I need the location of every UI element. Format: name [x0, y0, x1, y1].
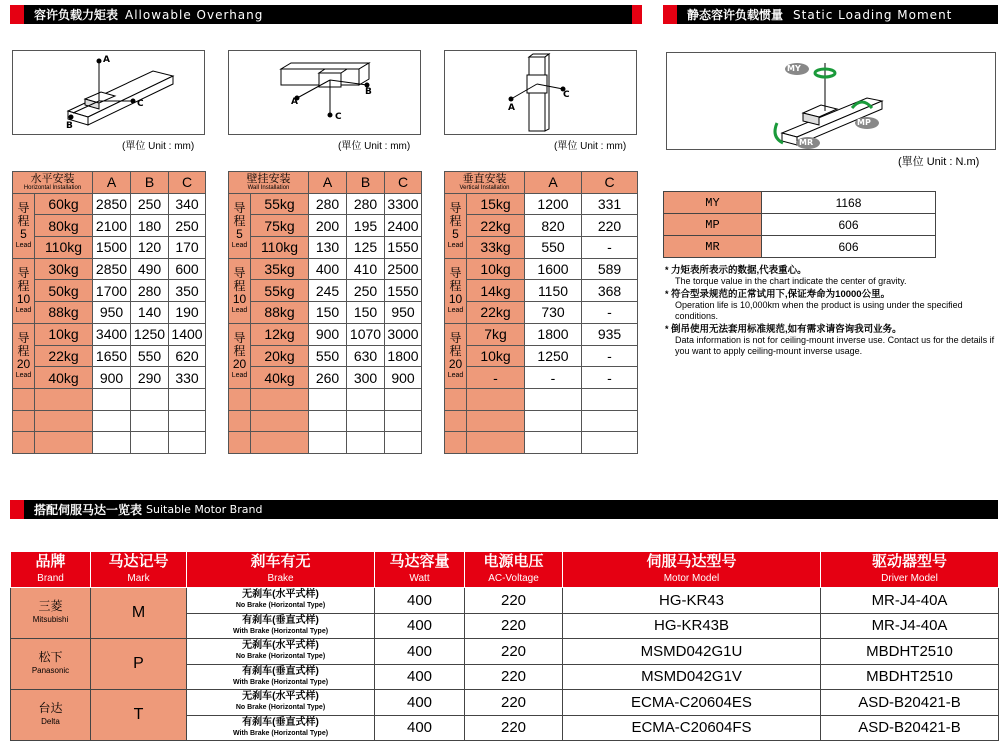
value-cell: 2400 — [385, 215, 422, 237]
watt-cell: 400 — [375, 613, 465, 639]
motor-cell: MSMD042G1V — [563, 664, 821, 690]
value-cell: - — [582, 345, 638, 367]
load-cell: 33kg — [467, 237, 525, 259]
table-row — [445, 280, 638, 302]
table-row — [13, 237, 206, 259]
motor-column-header: 伺服马达型号 Motor Model — [563, 552, 821, 588]
mount-header: 壁挂安装 Wall Installation — [229, 172, 309, 194]
motor-cell: ECMA-C20604FS — [563, 715, 821, 741]
value-cell: 900 — [93, 367, 131, 389]
motor-cell: MSMD042G1U — [563, 639, 821, 665]
value-cell: 2850 — [93, 258, 131, 280]
value-cell: 280 — [309, 193, 347, 215]
value-cell: 280 — [131, 280, 169, 302]
horizontal-unit: (單位 Unit : mm) — [122, 141, 195, 152]
value-cell: 950 — [385, 302, 422, 324]
table-row — [445, 258, 638, 280]
table-row — [13, 215, 206, 237]
value-cell: 900 — [385, 367, 422, 389]
brand-cell: 松下 Panasonic — [11, 639, 91, 690]
mount-header: 水平安装 Horizontal Installation — [13, 172, 93, 194]
driver-cell: MBDHT2510 — [821, 639, 999, 665]
load-cell: 60kg — [35, 193, 93, 215]
lead-group: 导程20 Lead — [229, 323, 251, 388]
empty-row — [13, 410, 206, 432]
brake-cell: 有刹车(垂直式样) With Brake (Horizontal Type) — [187, 664, 375, 690]
value-cell: 935 — [582, 323, 638, 345]
value-cell: 195 — [347, 215, 385, 237]
table-row — [11, 690, 999, 716]
volt-cell: 220 — [465, 715, 563, 741]
value-cell: 620 — [169, 345, 206, 367]
volt-cell: 220 — [465, 588, 563, 614]
mark-cell: T — [91, 690, 187, 741]
value-cell: 350 — [169, 280, 206, 302]
overhang-title-zh: 容许负载力矩表 — [34, 8, 119, 22]
load-cell: 22kg — [467, 302, 525, 324]
note-item: * 力矩表所表示的数据,代表重心。 The torque value in the chart indicate the center of gravity. — [665, 265, 995, 287]
note-zh: 符合型录规范的正常试用下,保证寿命为10000公里。 — [671, 289, 891, 300]
static-value: 606 — [762, 214, 936, 236]
column-header: A — [309, 172, 347, 194]
table-row — [11, 588, 999, 614]
load-cell: 110kg — [35, 237, 93, 259]
value-cell: 2500 — [385, 258, 422, 280]
value-cell: 1800 — [385, 345, 422, 367]
empty-row — [229, 410, 422, 432]
table-row — [13, 280, 206, 302]
value-cell: 368 — [582, 280, 638, 302]
value-cell: 1600 — [525, 258, 582, 280]
value-cell: 190 — [169, 302, 206, 324]
value-cell: 400 — [309, 258, 347, 280]
value-cell: 410 — [347, 258, 385, 280]
lead-group: 导程10 Lead — [229, 258, 251, 323]
value-cell: 200 — [309, 215, 347, 237]
wall-unit: (單位 Unit : mm) — [338, 141, 411, 152]
table-row — [229, 323, 422, 345]
lead-label: 导程10 — [16, 265, 31, 306]
brake-cell: 无刹车(水平式样) No Brake (Horizontal Type) — [187, 690, 375, 716]
volt-cell: 220 — [465, 639, 563, 665]
table-row — [13, 345, 206, 367]
motor-title-zh: 搭配伺服马达一览表 — [34, 503, 143, 517]
static-value: 1168 — [762, 192, 936, 214]
table-row — [229, 302, 422, 324]
static-title-en: Static Loading Moment — [793, 7, 953, 22]
lead-group: 导程10 Lead — [13, 258, 35, 323]
static-title-zh: 静态容许负载惯量 — [687, 8, 784, 22]
static-key: MP — [664, 214, 762, 236]
note-item: * 倒吊使用无法套用标准规范,如有需求请咨询我司业务。 Data information is not for ceiling-mount inverse use. Contact us for the details if you want to apply ceiling-mount inverse usage. — [665, 324, 995, 356]
column-header: C — [385, 172, 422, 194]
empty-row — [229, 388, 422, 410]
note-en: Operation life is 10,000km when the product is using under the specified conditions. — [675, 300, 963, 321]
load-cell: 55kg — [251, 193, 309, 215]
note-zh: 力矩表所表示的数据,代表重心。 — [671, 265, 807, 276]
overhang-title-en: Allowable Overhang — [125, 7, 264, 22]
load-cell: 10kg — [467, 258, 525, 280]
wall-rail-illustration — [229, 51, 422, 136]
volt-cell: 220 — [465, 690, 563, 716]
value-cell: 1400 — [169, 323, 206, 345]
value-cell: 1200 — [525, 193, 582, 215]
table-row — [445, 193, 638, 215]
value-cell: 330 — [169, 367, 206, 389]
table-row — [13, 323, 206, 345]
static-key: MY — [664, 192, 762, 214]
value-cell: 290 — [131, 367, 169, 389]
load-cell: 14kg — [467, 280, 525, 302]
brake-cell: 有刹车(垂直式样) With Brake (Horizontal Type) — [187, 613, 375, 639]
value-cell: - — [582, 302, 638, 324]
load-cell: 55kg — [251, 280, 309, 302]
load-cell: 40kg — [251, 367, 309, 389]
diagram-label-c: C — [335, 112, 342, 122]
table-row — [13, 258, 206, 280]
column-header: C — [169, 172, 206, 194]
table-row — [229, 237, 422, 259]
table-header-row — [445, 172, 638, 194]
value-cell: 820 — [525, 215, 582, 237]
horizontal-diagram — [12, 50, 205, 135]
load-cell: 35kg — [251, 258, 309, 280]
table-row — [13, 193, 206, 215]
driver-cell: MBDHT2510 — [821, 664, 999, 690]
brand-cell: 三菱 Mitsubishi — [11, 588, 91, 639]
empty-row — [13, 388, 206, 410]
value-cell: 250 — [131, 193, 169, 215]
driver-cell: MR-J4-40A — [821, 613, 999, 639]
empty-row — [13, 432, 206, 454]
load-cell: 15kg — [467, 193, 525, 215]
load-cell: 22kg — [35, 345, 93, 367]
static-key: MR — [664, 236, 762, 258]
my-icon-label: MY — [787, 64, 801, 73]
table-row — [229, 367, 422, 389]
value-cell: 2100 — [93, 215, 131, 237]
load-cell: - — [467, 367, 525, 389]
value-cell: 245 — [309, 280, 347, 302]
value-cell: 550 — [131, 345, 169, 367]
value-cell: 1800 — [525, 323, 582, 345]
value-cell: 150 — [347, 302, 385, 324]
static-diagram — [666, 52, 996, 150]
value-cell: 1070 — [347, 323, 385, 345]
mark-cell: M — [91, 588, 187, 639]
load-cell: 10kg — [35, 323, 93, 345]
column-header: A — [525, 172, 582, 194]
lead-group: 导程5 Lead — [13, 193, 35, 258]
table-row — [229, 345, 422, 367]
table-row — [229, 280, 422, 302]
value-cell: 550 — [525, 237, 582, 259]
table-row — [229, 258, 422, 280]
wall-diagram — [228, 50, 421, 135]
driver-cell: MR-J4-40A — [821, 588, 999, 614]
value-cell: 1500 — [93, 237, 131, 259]
value-cell: 260 — [309, 367, 347, 389]
value-cell: 250 — [169, 215, 206, 237]
column-header: B — [131, 172, 169, 194]
brake-cell: 无刹车(水平式样) No Brake (Horizontal Type) — [187, 639, 375, 665]
load-cell: 7kg — [467, 323, 525, 345]
value-cell: 950 — [93, 302, 131, 324]
value-cell: 1700 — [93, 280, 131, 302]
table-row — [445, 237, 638, 259]
motor-header — [10, 500, 998, 519]
value-cell: 589 — [582, 258, 638, 280]
lead-label: 导程10 — [232, 265, 247, 306]
empty-row — [445, 432, 638, 454]
note-zh: 倒吊使用无法套用标准规范,如有需求请咨询我司业务。 — [671, 324, 902, 335]
volt-cell: 220 — [465, 664, 563, 690]
value-cell: 125 — [347, 237, 385, 259]
horizontal-overhang-table — [12, 171, 206, 454]
value-cell: 170 — [169, 237, 206, 259]
value-cell: 331 — [582, 193, 638, 215]
value-cell: 120 — [131, 237, 169, 259]
lead-label: 导程20 — [16, 330, 31, 371]
table-row — [13, 302, 206, 324]
table-row — [445, 367, 638, 389]
table-header-row — [13, 172, 206, 194]
value-cell: 280 — [347, 193, 385, 215]
vertical-rail-illustration — [445, 51, 638, 136]
brand-cell: 台达 Delta — [11, 690, 91, 741]
value-cell: 1250 — [525, 345, 582, 367]
table-row — [664, 214, 936, 236]
load-cell: 110kg — [251, 237, 309, 259]
value-cell: 300 — [347, 367, 385, 389]
value-cell: 3300 — [385, 193, 422, 215]
value-cell: - — [582, 367, 638, 389]
value-cell: 1550 — [385, 237, 422, 259]
table-row — [229, 193, 422, 215]
mount-header: 垂直安装 Vertical Installation — [445, 172, 525, 194]
mr-icon-label: MR — [799, 138, 814, 147]
load-cell: 20kg — [251, 345, 309, 367]
value-cell: 180 — [131, 215, 169, 237]
empty-row — [445, 410, 638, 432]
table-row — [229, 215, 422, 237]
table-row — [664, 236, 936, 258]
static-moment-illustration — [667, 53, 997, 151]
diagram-label-b: B — [66, 121, 73, 131]
lead-label: 导程5 — [449, 200, 462, 241]
value-cell: 1650 — [93, 345, 131, 367]
value-cell: 2850 — [93, 193, 131, 215]
table-row — [664, 192, 936, 214]
value-cell: 220 — [582, 215, 638, 237]
volt-cell: 220 — [465, 613, 563, 639]
value-cell: 3400 — [93, 323, 131, 345]
value-cell: 3000 — [385, 323, 422, 345]
value-cell: 1550 — [385, 280, 422, 302]
motor-column-header: 驱动器型号 Driver Model — [821, 552, 999, 588]
table-row — [11, 639, 999, 665]
lead-group: 导程20 Lead — [445, 323, 467, 388]
note-en: The torque value in the chart indicate the center of gravity. — [675, 276, 907, 286]
column-header: B — [347, 172, 385, 194]
value-cell: 600 — [169, 258, 206, 280]
motor-cell: HG-KR43B — [563, 613, 821, 639]
load-cell: 75kg — [251, 215, 309, 237]
motor-column-header: 马达容量 Watt — [375, 552, 465, 588]
empty-row — [445, 388, 638, 410]
motor-column-header: 马达记号 Mark — [91, 552, 187, 588]
vertical-diagram — [444, 50, 637, 135]
vertical-overhang-table — [444, 171, 638, 454]
value-cell: 250 — [347, 280, 385, 302]
value-cell: 1150 — [525, 280, 582, 302]
table-row — [445, 302, 638, 324]
lead-label: 导程5 — [233, 200, 246, 241]
table-row — [13, 367, 206, 389]
watt-cell: 400 — [375, 690, 465, 716]
value-cell: 140 — [131, 302, 169, 324]
lead-label: 导程20 — [448, 330, 463, 371]
value-cell: 1250 — [131, 323, 169, 345]
overhang-header — [10, 5, 642, 24]
watt-cell: 400 — [375, 639, 465, 665]
diagram-label-a: A — [508, 103, 515, 113]
static-header — [663, 5, 998, 24]
load-cell: 50kg — [35, 280, 93, 302]
wall-overhang-table — [228, 171, 422, 454]
value-cell: 150 — [309, 302, 347, 324]
motor-table — [10, 551, 999, 741]
lead-group: 导程20 Lead — [13, 323, 35, 388]
load-cell: 30kg — [35, 258, 93, 280]
driver-cell: ASD-B20421-B — [821, 690, 999, 716]
value-cell: 730 — [525, 302, 582, 324]
column-header: A — [93, 172, 131, 194]
watt-cell: 400 — [375, 588, 465, 614]
load-cell: 40kg — [35, 367, 93, 389]
driver-cell: ASD-B20421-B — [821, 715, 999, 741]
lead-group: 导程5 Lead — [229, 193, 251, 258]
table-row — [445, 323, 638, 345]
value-cell: 490 — [131, 258, 169, 280]
motor-cell: ECMA-C20604ES — [563, 690, 821, 716]
load-cell: 10kg — [467, 345, 525, 367]
motor-cell: HG-KR43 — [563, 588, 821, 614]
lead-group: 导程5 Lead — [445, 193, 467, 258]
diagram-label-a: A — [103, 55, 110, 65]
value-cell: 550 — [309, 345, 347, 367]
load-cell: 12kg — [251, 323, 309, 345]
diagram-label-c: C — [563, 90, 570, 100]
static-value: 606 — [762, 236, 936, 258]
value-cell: 630 — [347, 345, 385, 367]
static-moment-table — [663, 191, 936, 258]
lead-label: 导程20 — [232, 330, 247, 371]
diagram-label-c: C — [137, 99, 144, 109]
lead-group: 导程10 Lead — [445, 258, 467, 323]
load-cell: 88kg — [35, 302, 93, 324]
diagram-label-b: B — [365, 87, 372, 97]
note-item: * 符合型录规范的正常试用下,保证寿命为10000公里。 Operation life is 10,000km when the product is using under the specified conditions. — [665, 289, 995, 322]
value-cell: 900 — [309, 323, 347, 345]
table-row — [445, 215, 638, 237]
vertical-unit: (單位 Unit : mm) — [554, 141, 627, 152]
lead-label: 导程10 — [448, 265, 463, 306]
load-cell: 22kg — [467, 215, 525, 237]
watt-cell: 400 — [375, 715, 465, 741]
empty-row — [229, 432, 422, 454]
table-header-row — [229, 172, 422, 194]
value-cell: 340 — [169, 193, 206, 215]
notes — [665, 265, 995, 357]
table-row — [445, 345, 638, 367]
motor-title-en: Suitable Motor Brand — [146, 503, 263, 516]
motor-header-row — [11, 552, 999, 588]
watt-cell: 400 — [375, 664, 465, 690]
value-cell: - — [582, 237, 638, 259]
motor-column-header: 刹车有无 Brake — [187, 552, 375, 588]
brake-cell: 无刹车(水平式样) No Brake (Horizontal Type) — [187, 588, 375, 614]
motor-column-header: 电源电压 AC-Voltage — [465, 552, 563, 588]
lead-label: 导程5 — [17, 200, 30, 241]
brake-cell: 有刹车(垂直式样) With Brake (Horizontal Type) — [187, 715, 375, 741]
value-cell: - — [525, 367, 582, 389]
column-header: C — [582, 172, 638, 194]
mark-cell: P — [91, 639, 187, 690]
load-cell: 88kg — [251, 302, 309, 324]
motor-column-header: 品牌 Brand — [11, 552, 91, 588]
static-unit: (單位 Unit : N.m) — [898, 156, 980, 168]
load-cell: 80kg — [35, 215, 93, 237]
note-en: Data information is not for ceiling-mount inverse use. Contact us for the details if you want to apply ceiling-mount inverse usage. — [675, 335, 995, 356]
value-cell: 130 — [309, 237, 347, 259]
diagram-label-a: A — [291, 97, 298, 107]
mp-icon-label: MP — [857, 118, 871, 127]
